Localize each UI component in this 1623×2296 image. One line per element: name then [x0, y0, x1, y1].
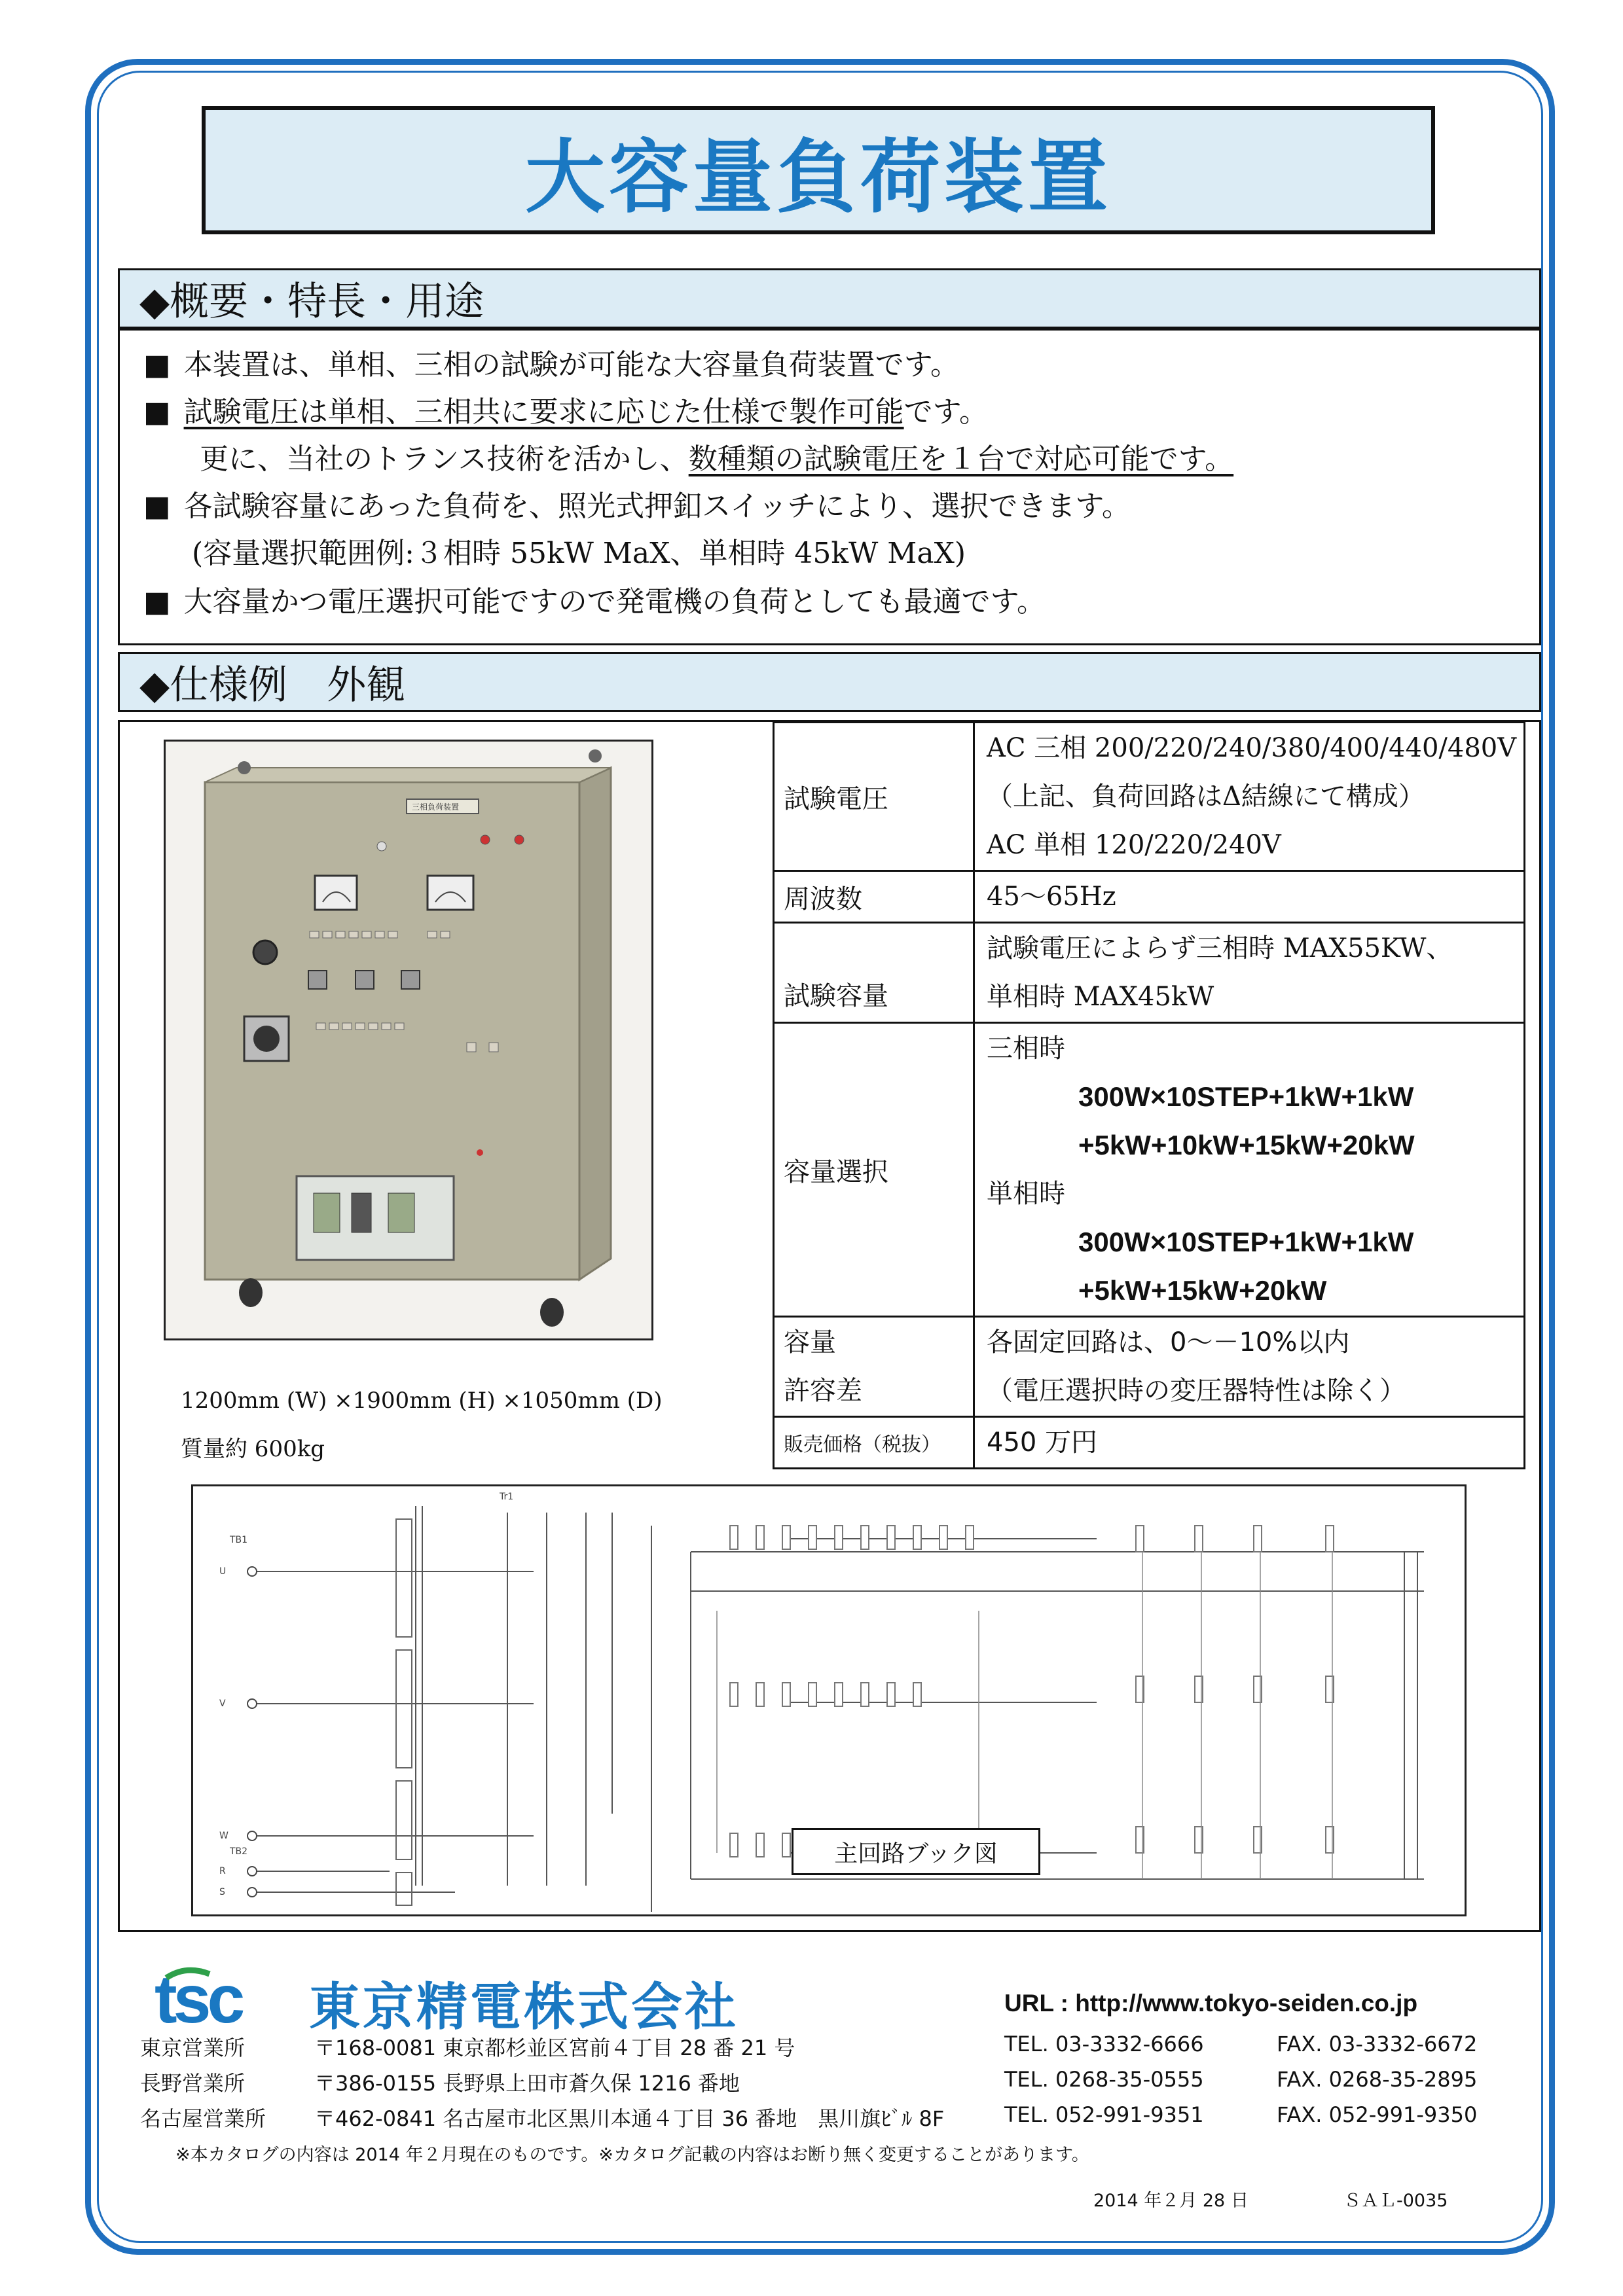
- overview-line-3: 更に、当社のトランス技術を活かし、数種類の試験電圧を１台で対応可能です。: [200, 442, 1234, 476]
- overview-line-3-underlined: 数種類の試験電圧を１台で対応可能です。: [688, 442, 1234, 476]
- spec-value-price: 450 万円: [974, 1417, 1525, 1469]
- catalog-note: ※本カタログの内容は 2014 年２月現在のものです。※カタログ記載の内容はお断り無く変更することがあります。: [175, 2145, 1089, 2165]
- spec-value-capacity: 試験電圧によらず三相時 MAX55KW、 単相時 MAX45kW: [974, 923, 1525, 1023]
- circuit-label-u: U: [219, 1566, 227, 1577]
- spec-value-selection: 三相時 300W×10STEP+1kW+1kW +5kW+10kW+15kW+20kW 単相時 300W×10STEP+1kW+1kW +5kW+15kW+20kW: [974, 1023, 1525, 1317]
- spec-value-frequency: 45～65Hz: [974, 871, 1525, 923]
- overview-line-5: (容量選択範囲例:３相時 55kW MaX、単相時 45kW MaX): [192, 537, 966, 570]
- circuit-label-r: R: [219, 1866, 226, 1876]
- spec-row-price: [774, 1417, 1525, 1469]
- overview-line-2: ■ 試験電圧は単相、三相共に要求に応じた仕様で製作可能です。: [143, 395, 989, 429]
- title-banner: [202, 106, 1435, 234]
- bullet-square: ■: [143, 490, 171, 523]
- spec-table: [773, 721, 1525, 1469]
- spec-value-voltage: AC 三相 200/220/240/380/400/440/480V （上記、負荷回路はΔ結線にて構成） AC 単相 120/220/240V: [974, 723, 1525, 871]
- spec-row-selection: [774, 1023, 1525, 1317]
- circuit-diagram: [191, 1484, 1467, 1916]
- spec-label-voltage: 試験電圧: [774, 723, 974, 871]
- spec-row-frequency: [774, 871, 1525, 923]
- bullet-square: ■: [143, 395, 171, 429]
- overview-heading: [118, 268, 1541, 329]
- office-name-tokyo: 東京営業所: [140, 2036, 246, 2060]
- dimensions-text: 1200mm (W) ×1900mm (H) ×1050mm (D): [181, 1388, 663, 1414]
- overview-section: [118, 329, 1541, 645]
- overview-line-4: ■ 各試験容量にあった負荷を、照光式押釦スイッチにより、選択できます。: [143, 490, 1131, 523]
- company-name: 東京精電株式会社: [309, 1978, 739, 2037]
- issue-date: 2014 年２月 28 日: [1093, 2191, 1249, 2211]
- office-address-nagoya: 〒462-0841 名古屋市北区黒川本通４丁目 36 番地 黒川旗ﾋﾞﾙ 8F: [314, 2106, 945, 2131]
- page-title: 大容量負荷装置: [525, 130, 1112, 224]
- circuit-label-v: V: [219, 1698, 226, 1709]
- product-photo: [164, 740, 653, 1340]
- overview-heading-text: ◆概要・特長・用途: [139, 279, 484, 325]
- spec-label-price: 販売価格（税抜）: [774, 1417, 974, 1469]
- circuit-caption: 主回路ブック図: [792, 1828, 1040, 1875]
- company-logo: [155, 1966, 272, 2034]
- spec-row-voltage: [774, 723, 1525, 871]
- circuit-label-tb2: TB2: [230, 1846, 248, 1857]
- spec-label-tolerance: 容量 許容差: [774, 1317, 974, 1417]
- spec-heading: [118, 652, 1541, 712]
- office-name-nagoya: 名古屋営業所: [140, 2106, 266, 2131]
- overview-line-1: ■ 本装置は、単相、三相の試験が可能な大容量負荷装置です。: [143, 348, 960, 382]
- office-fax-nagano: FAX. 0268-35-2895: [1277, 2067, 1478, 2092]
- spec-label-selection: 容量選択: [774, 1023, 974, 1317]
- spec-value-tolerance: 各固定回路は、0～－10%以内 （電圧選択時の変圧器特性は除く）: [974, 1317, 1525, 1417]
- logo-text: tsc: [155, 1966, 242, 2032]
- circuit-label-tr: Tr1: [500, 1492, 514, 1502]
- catalog-code: ＳＡＬ-0035: [1343, 2191, 1448, 2211]
- mass-text: 質量約 600kg: [181, 1436, 325, 1462]
- spec-row-capacity: [774, 923, 1525, 1023]
- office-address-tokyo: 〒168-0081 東京都杉並区宮前４丁目 28 番 21 号: [314, 2036, 795, 2060]
- spec-label-capacity: 試験容量: [774, 923, 974, 1023]
- spec-label-frequency: 周波数: [774, 871, 974, 923]
- nameplate-text: 三相負荷装置: [412, 802, 460, 812]
- circuit-label-w: W: [219, 1831, 228, 1841]
- spec-row-tolerance: [774, 1317, 1525, 1417]
- office-address-nagano: 〒386-0155 長野県上田市蒼久保 1216 番地: [314, 2071, 740, 2096]
- company-url[interactable]: URL : http://www.tokyo-seiden.co.jp: [1004, 1990, 1418, 2017]
- circuit-label-s: S: [219, 1887, 225, 1897]
- bullet-square: ■: [143, 348, 171, 382]
- office-fax-tokyo: FAX. 03-3332-6672: [1277, 2032, 1478, 2056]
- office-tel-tokyo: TEL. 03-3332-6666: [1004, 2032, 1204, 2056]
- circuit-label-tb1: TB1: [230, 1535, 248, 1545]
- overview-line-2-underlined: 試験電圧は単相、三相共に要求に応じた仕様で製作可能: [183, 395, 904, 429]
- cabinet-illustration: [166, 742, 651, 1338]
- bullet-square: ■: [143, 585, 171, 619]
- office-tel-nagoya: TEL. 052-991-9351: [1004, 2102, 1204, 2127]
- office-tel-nagano: TEL. 0268-35-0555: [1004, 2067, 1204, 2092]
- spec-heading-text: ◆仕様例 外観: [139, 662, 406, 708]
- office-fax-nagoya: FAX. 052-991-9350: [1277, 2102, 1478, 2127]
- tsc-logo-icon: [155, 1966, 272, 2032]
- overview-line-6: ■ 大容量かつ電圧選択可能ですので発電機の負荷としても最適です。: [143, 585, 1046, 619]
- office-name-nagano: 長野営業所: [140, 2071, 246, 2096]
